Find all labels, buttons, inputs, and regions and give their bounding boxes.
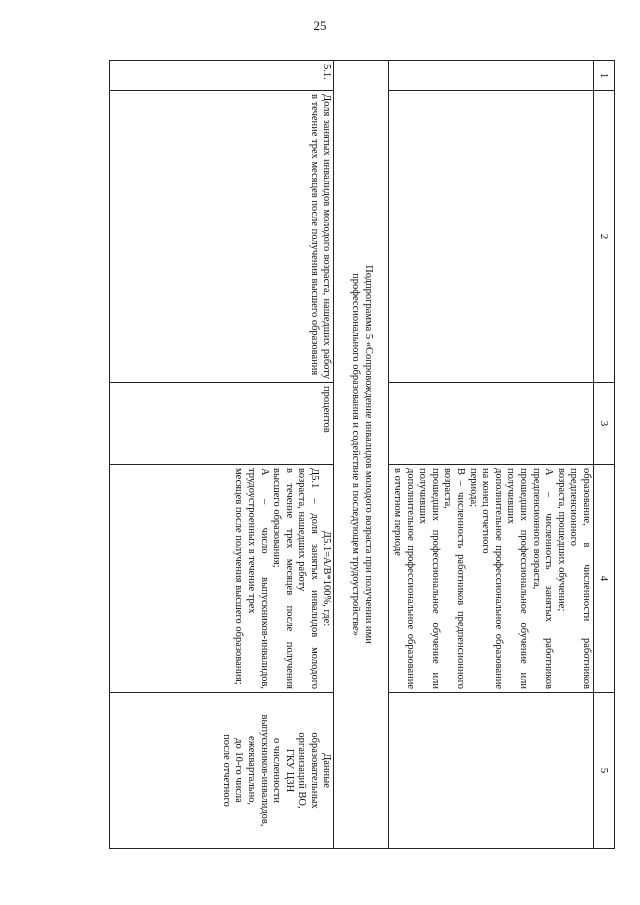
formula-line: периода;: [467, 468, 479, 508]
continuation-formula: [389, 465, 594, 693]
table-row: [110, 61, 335, 849]
source-line: организаций ВО,: [296, 732, 308, 809]
header-cell-3: 3: [594, 383, 615, 465]
formula-line: дополнительное профессиональное образование в отчетном периоде: [392, 468, 416, 689]
continuation-col1: [389, 61, 594, 91]
row-number: 5.1.: [110, 61, 335, 91]
formula-line: месяцев после получения высшего образования;: [233, 468, 245, 685]
header-row: [594, 61, 615, 849]
formula-line: прошедших профессиональное обучение или получивших: [505, 468, 530, 689]
formula-cell: [110, 465, 335, 693]
formula-line: А – число выпускников-инвалидов, трудоустроенных в течение трех: [245, 468, 270, 689]
formula-line: прошедших профессиональное обучение или получивших: [417, 468, 441, 689]
data-source-cell: [110, 693, 335, 849]
subprogram-title-line: Подпрограмма 5 «Сопровождение инвалидов молодого возраста при получении ими: [363, 265, 375, 644]
formula-line: Д5.1 – доля занятых инвалидов молодого возраста, нашедших работу: [296, 468, 320, 689]
subprogram-title: [334, 61, 389, 849]
continuation-row: [389, 61, 594, 849]
source-line: ГКУ ЦЗН: [283, 748, 295, 793]
formula-line: В – численность работников предпенсионного возраста,: [442, 468, 467, 689]
source-line: после отчетного: [220, 734, 232, 807]
formula-line: дополнительное профессиональное образование на конец отчетного: [480, 468, 504, 689]
formula-line: возраста, прошедших обучение;: [555, 468, 567, 612]
header-cell-1: 1: [594, 61, 615, 91]
formula-line: образование, в численности работников предпенсионного: [568, 468, 592, 689]
source-line: Данные: [321, 753, 333, 788]
source-line: до 10-го числа: [233, 738, 245, 803]
indicator-name: Доля занятых инвалидов молодого возраста, нашедших работу в течение трех месяцев после получения высшего образования: [110, 91, 335, 383]
source-line: о численности: [271, 738, 283, 803]
source-line: образовательных: [308, 732, 320, 809]
header-cell-5: 5: [594, 693, 615, 849]
page-number: 25: [313, 18, 327, 33]
subprogram-title-line: профессионального образования и содействие в последующем трудоустройстве»: [350, 273, 362, 636]
indicators-table: [109, 60, 615, 849]
header-cell-2: 2: [594, 91, 615, 383]
source-line: выпускников-инвалидов,: [258, 714, 270, 827]
unit: процентов: [110, 383, 335, 465]
subprogram-row: [334, 61, 389, 849]
rotated-table-container: [109, 60, 615, 848]
continuation-col3: [389, 383, 594, 465]
header-cell-4: 4: [594, 465, 615, 693]
continuation-col2: [389, 91, 594, 383]
formula-line: Д5.1=А/В*100%, где:: [321, 530, 333, 627]
continuation-col5: [389, 693, 594, 849]
formula-line: А – численность занятых работников предпенсионного возраста,: [530, 468, 555, 689]
source-line: ежеквартально,: [245, 735, 257, 806]
formula-line: в течение трех месяцев после получения высшего образования;: [271, 468, 295, 689]
